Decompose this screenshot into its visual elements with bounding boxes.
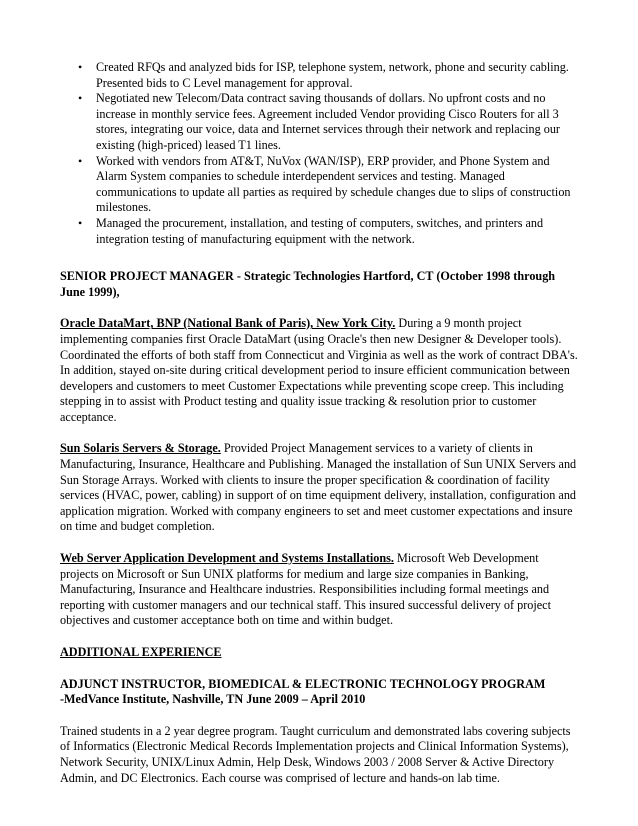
spacer [60, 425, 580, 441]
additional-experience-heading: ADDITIONAL EXPERIENCE [60, 645, 222, 659]
bullet-text: Managed the procurement, installation, and testing of computers, switches, and printers and integration testing of manufacturing equipment with the network. [96, 215, 544, 246]
resume-page [60, 60, 580, 786]
project-title: Oracle DataMart, BNP (National Bank of Paris), New York City. [60, 316, 396, 331]
adjunct-heading-line2: -MedVance Institute, Nashville, TN June 2009 – April 2010 [60, 692, 366, 707]
project-web [60, 551, 580, 629]
bullet-item [60, 154, 580, 216]
spacer [60, 661, 580, 677]
project-oracle [60, 316, 580, 425]
bullet-icon: • [78, 153, 83, 168]
bullet-text: Negotiated new Telecom/Data contract saving thousands of dollars. No upfront costs and no increase in monthly service fees. Agreement included Vendor providing Cisco Routers for all 3 stores, integrating our voice, data and Internet services through their network and replacing our existing (high-priced) leased T1 lines. [96, 91, 560, 152]
project-title: Web Server Application Development and Systems Installations. [60, 551, 394, 566]
spacer [60, 300, 580, 316]
project-sun [60, 441, 580, 535]
bullet-text: Created RFQs and analyzed bids for ISP, telephone system, network, phone and security cabling. Presented bids to C Level management for approval. [96, 60, 569, 90]
project-title: Sun Solaris Servers & Storage. [60, 441, 221, 456]
bullet-text: Worked with vendors from AT&T, NuVox (WAN/ISP), ERP provider, and Phone System and Alarm System companies to schedule interdependent services and testing. Managed communications to update all parties as required by schedule changes due to slips of construction milestones. [96, 153, 571, 215]
bullet-icon: • [78, 215, 83, 230]
bullet-icon: • [78, 60, 83, 74]
project-text: Microsoft Web Development projects on Microsoft or Sun UNIX platforms for medium and large size companies in Banking, Manufacturing, Insurance and Healthcare industries. Responsibilities including formal meetings and reporting with customer managers and our technical staff. This insured successful delivery of project objectives and customer acceptance both on time and within budget. [60, 551, 551, 628]
bullet-item [60, 91, 580, 153]
spacer [60, 247, 580, 269]
spacer [60, 535, 580, 551]
project-text: Provided Project Management services to a variety of clients in Manufacturing, Insurance, Healthcare and Publishing. Managed the installation of Sun UNIX Servers and Sun Storage Arrays. Worked with clients to insure the proper specification & coordination of facility services (HVAC, power, cabling) in support of on time equipment delivery, installation, configuration and application migration. Worked with company engineers to set and meet customer expectations and insure on time and budget completion. [60, 441, 577, 534]
bullet-item [60, 216, 580, 247]
adjunct-description: Trained students in a 2 year degree program. Taught curriculum and demonstrated labs covering subjects of Informatics (Electronic Medical Records Implementation projects and Clinical Information Systems), Network Security, UNIX/Linux Admin, Help Desk, Windows 2003 / 2008 Server & Active Directory Admin, and DC Electronics. Each course was comprised of lecture and hands-on lab time. [60, 723, 571, 785]
bullet-list [60, 60, 580, 247]
adjunct-heading-line1: ADJUNCT INSTRUCTOR, BIOMEDICAL & ELECTRONIC TECHNOLOGY PROGRAM [60, 676, 546, 691]
spacer [60, 708, 580, 724]
bullet-icon: • [78, 91, 83, 106]
senior-role-heading: SENIOR PROJECT MANAGER - Strategic Technologies Hartford, CT (October 1998 through June 1999), [60, 269, 556, 299]
project-text: During a 9 month project implementing companies first Oracle DataMart (using Oracle's then new Designer & Developer tools). Coordinated the efforts of both staff from Connecticut and Virginia as well as the work of contract DBA's. In addition, stayed on-site during critical development period to insure efficient communication between developers and customers to meet Customer Expectations while preventing scope creep. This including stepping in to assist with Product testing and quality issue tracking & resolution prior to customer acceptance. [60, 316, 578, 424]
bullet-item [60, 60, 580, 91]
spacer [60, 629, 580, 645]
